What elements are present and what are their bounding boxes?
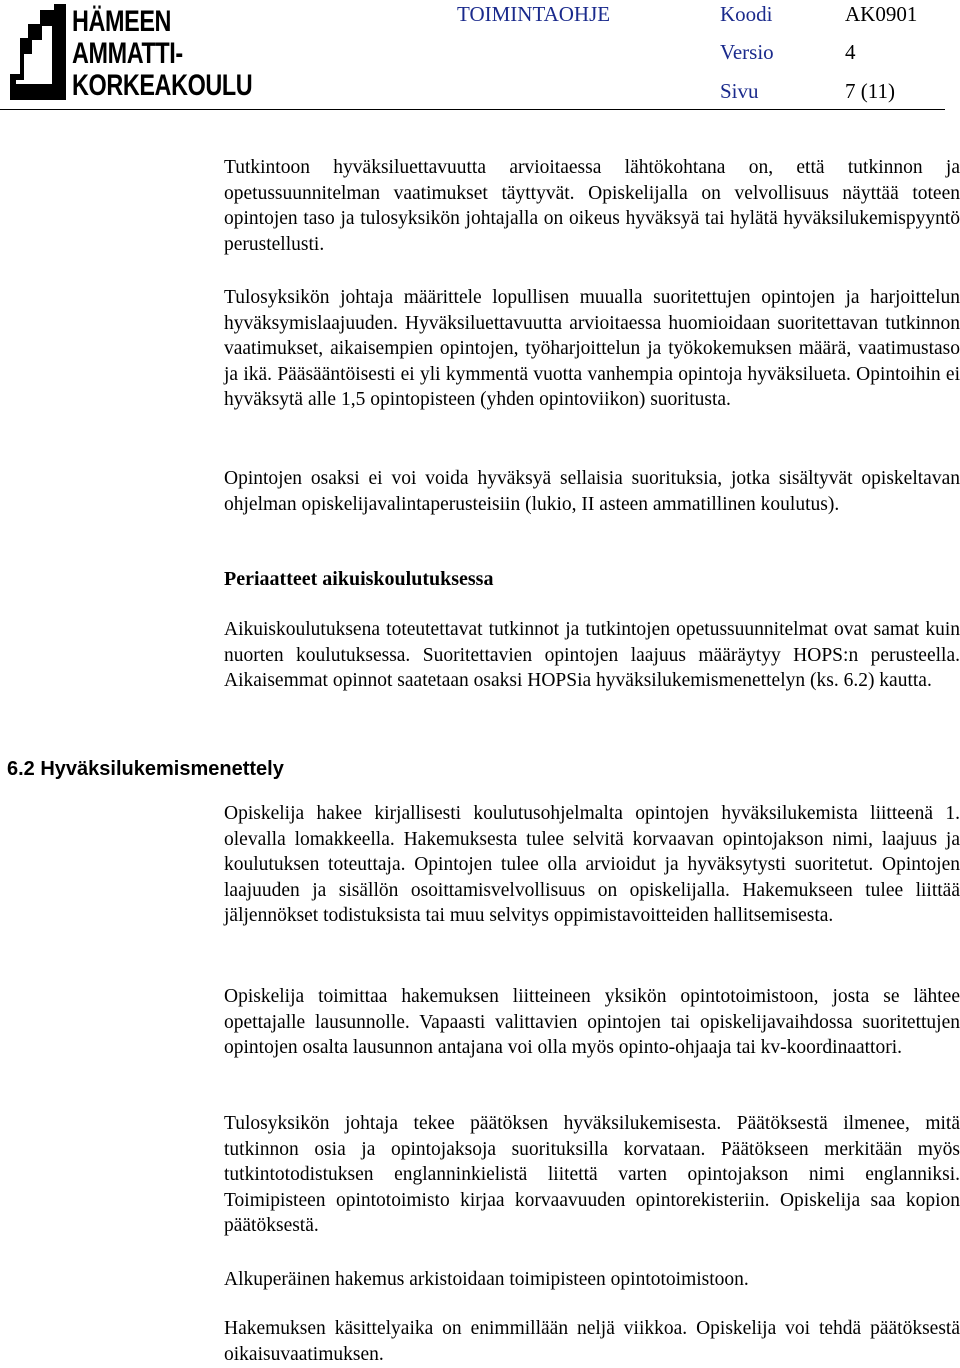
field-label-page: Sivu: [720, 79, 759, 103]
field-label-version: Versio: [720, 40, 774, 64]
logo-mark-icon: [10, 4, 66, 100]
logo-wordmark: [72, 6, 252, 102]
field-value-page: 7 (11): [845, 79, 895, 103]
section-heading: 6.2 Hyväksilukemismenettely: [7, 758, 284, 780]
subheading-adult-education: Periaatteet aikuiskoulutuksessa: [224, 568, 494, 590]
paragraph-2: Tulosyksikön johtaja määrittele lopullisen muualla suoritettujen opintojen ja harjoittelun hyväksymislaajuuden. Hyväksiluettavuutta arvioitaessa huomioidaan suoritettavan tutkinnon vaatimukset, aikaisempien opintojen, työharjoittelun ja työkokemuksen määrä, vaatimustaso ja ikä. Pääsääntöisesti ei yli kymmentä vuotta vanhempia opintoja hyväksilueta. Opintoihin ei hyväksytä alle 1,5 opintopisteen (yhden opintoviikon) suoritusta.: [224, 287, 960, 411]
paragraph-4: Aikuiskoulutuksena toteutettavat tutkinnot ja tutkintojen opetussuunnitelmat ovat samat kuin nuorten koulutuksessa. Suoritettavien opintojen laajuus määräytyy HOPS:n perusteella. Aikaisemmat opinnot saatetaan osaksi HOPSia hyväksilukemismenettelyn (ks. 6.2) kautta.: [224, 619, 960, 692]
field-value-version: 4: [845, 40, 856, 64]
paragraph-7: Tulosyksikön johtaja tekee päätöksen hyväksilukemisesta. Päätöksestä ilmenee, mitä tutkinnon osia ja opintojaksoja suorituksilla korvataan. Päätökseen merkitään myös tutkintotodistuksen englanninkielistä liitettä varten opintojakson nimi englanniksi. Toimipisteen opintotoimisto kirjaa korvaavuuden opintorekisteriin. Opiskelija saa kopion päätöksestä.: [224, 1113, 960, 1237]
doc-type: TOIMINTAOHJE: [457, 2, 611, 26]
paragraph-9: Hakemuksen käsittelyaika on enimmillään neljä viikkoa. Opiskelija voi tehdä päätöksestä oikaisuvaatimuksen.: [224, 1318, 960, 1365]
logo-line-1: HÄMEEN: [72, 5, 172, 38]
paragraph-1: Tutkintoon hyväksiluettavuutta arvioitaessa lähtökohtana on, että tutkinnon ja opetussuunnitelman vaatimukset täyttyvät. Opiskelijalla on velvollisuus näyttää toteen opintojen taso ja tulosyksikön johtajalla on oikeus hyväksyä tai hylätä hyväksilukemispyyntö perustellusti.: [224, 157, 960, 255]
header-divider: [0, 109, 945, 110]
logo-line-2: AMMATTI-: [72, 37, 183, 70]
field-value-code: AK0901: [845, 2, 918, 26]
paragraph-6: Opiskelija toimittaa hakemuksen liitteineen yksikön opintotoimistoon, josta se lähtee opettajalle lausunnolle. Vapaasti valittavien opintojen tai opiskelijavaihdossa suoritettujen opintojen osalta lausunnon antajana voi olla myös opinto-ohjaaja tai kv-koordinaattori.: [224, 986, 960, 1059]
document-header: [457, 2, 937, 107]
field-label-code: Koodi: [720, 2, 773, 26]
logo-line-3: KORKEAKOULU: [72, 69, 253, 102]
paragraph-8: Alkuperäinen hakemus arkistoidaan toimipisteen opintotoimistoon.: [224, 1269, 749, 1290]
paragraph-5: Opiskelija hakee kirjallisesti koulutusohjelmalta opintojen hyväksilukemista liitteenä 1. olevalla lomakkeella. Hakemuksesta tulee selvitä korvaavan opintojakson nimi, laajuus ja koulutuksen toteuttaja. Opintojen tulee olla arvioidut ja hyväksytysti suoritetut. Opintojen laajuuden ja sisällön osoittamisvelvollisuus on opiskelijalla. Hakemukseen tulee liittää jäljennökset todistuksista tai muu selvitys oppimistavoitteiden hallitsemisesta.: [224, 803, 960, 927]
institution-logo: [10, 4, 253, 104]
paragraph-3: Opintojen osaksi ei voi voida hyväksyä sellaisia suorituksia, jotka sisältyvät opiskeltavan ohjelman opiskelijavalintaperusteisiin (lukio, II asteen ammatillinen koulutus).: [224, 468, 960, 515]
